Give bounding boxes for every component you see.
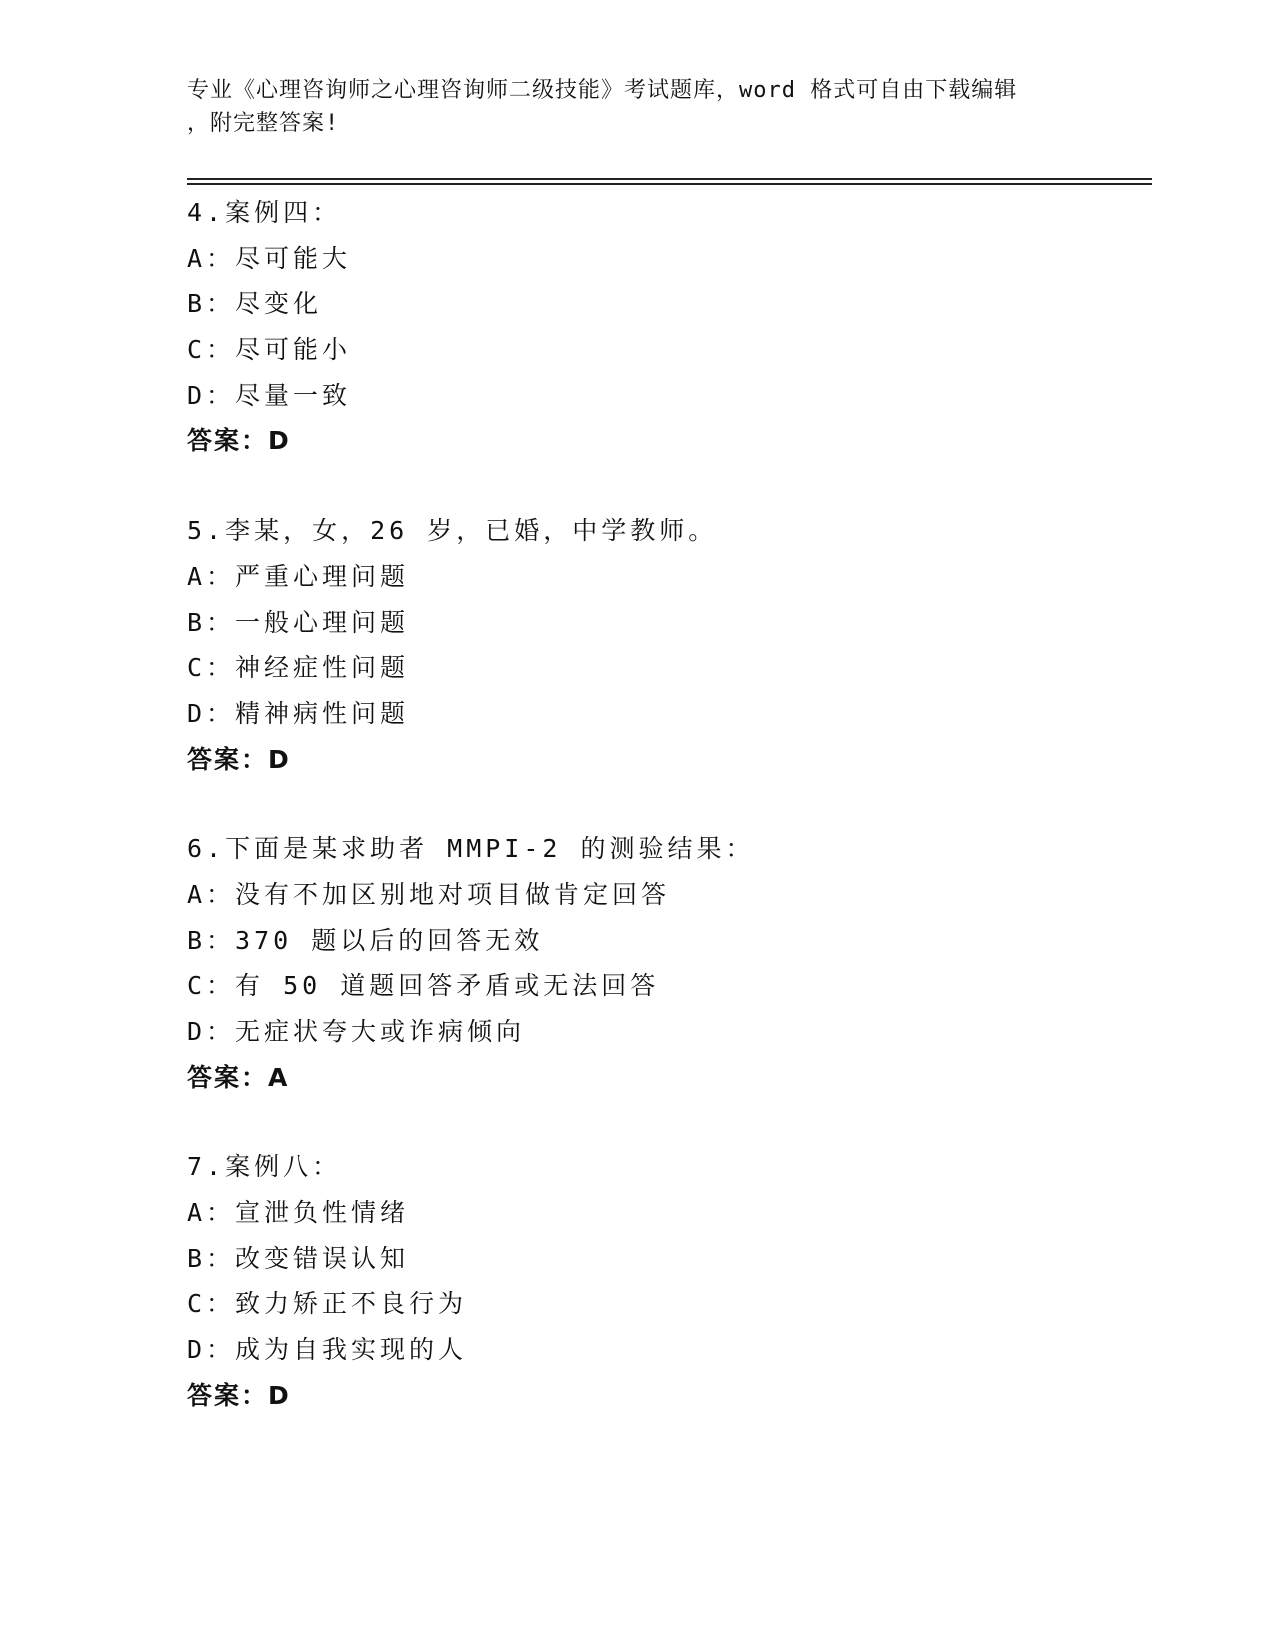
answer-line: 答案：A (187, 1062, 290, 1092)
option-c: C：有 50 道题回答矛盾或无法回答 (187, 971, 660, 1001)
question-4 (187, 190, 1147, 464)
answer-line: 答案：D (187, 1380, 291, 1410)
answer-line: 答案：D (187, 744, 291, 774)
option-a: A：严重心理问题 (187, 561, 410, 591)
question-7 (187, 1144, 1147, 1418)
option-c: C：尽可能小 (187, 335, 352, 365)
question-list (187, 190, 1147, 1419)
header-line-2: ，附完整答案! (187, 111, 340, 136)
option-c: C：神经症性问题 (187, 653, 410, 683)
option-d: D：尽量一致 (187, 380, 352, 410)
option-d: D：精神病性问题 (187, 698, 410, 728)
answer-line: 答案：D (187, 426, 291, 456)
question-6 (187, 826, 1147, 1100)
option-d: D：无症状夸大或诈病倾向 (187, 1017, 526, 1046)
option-b: B：一般心理问题 (187, 607, 410, 637)
question-stem: 5.李某，女，26 岁，已婚，中学教师。 (187, 516, 718, 546)
option-d: D：成为自我实现的人 (187, 1335, 468, 1365)
document-header (187, 74, 1067, 140)
question-stem: 6.下面是某求助者 MMPI-2 的测验结果： (187, 834, 755, 864)
option-b: B：尽变化 (187, 289, 323, 319)
question-stem: 4.案例四： (187, 198, 342, 227)
question-stem: 7.案例八： (187, 1152, 342, 1182)
header-divider-top (187, 178, 1152, 180)
option-b: B：370 题以后的回答无效 (187, 925, 544, 955)
option-c: C：致力矫正不良行为 (187, 1289, 468, 1319)
option-a: A：尽可能大 (187, 243, 352, 273)
question-5 (187, 508, 1147, 782)
option-a: A：没有不加区别地对项目做肯定回答 (187, 879, 671, 909)
option-b: B：改变错误认知 (187, 1243, 410, 1273)
header-line-1: 专业《心理咨询师之心理咨询师二级技能》考试题库，word 格式可自由下载编辑 (187, 78, 1018, 103)
header-divider-bottom (187, 183, 1152, 185)
option-a: A：宣泄负性情绪 (187, 1198, 410, 1228)
